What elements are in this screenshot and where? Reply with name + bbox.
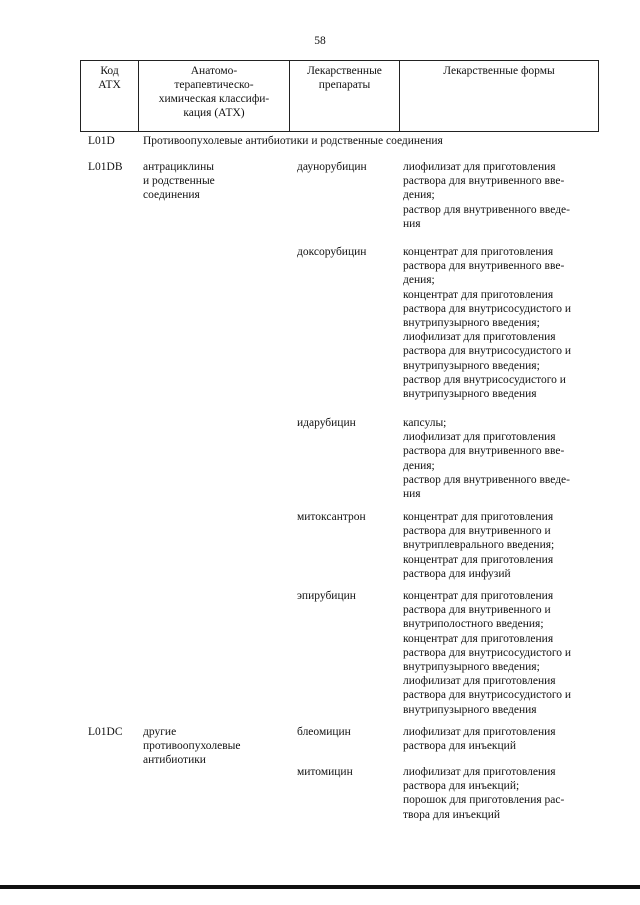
drug-forms: концентрат для приготовления раствора для внутривенного и внутриплеврального введения; концентрат для приготовления раствора для инфузий bbox=[403, 511, 555, 580]
header-table bbox=[80, 60, 599, 132]
header-classification: Анатомо- терапевтическо- химическая классифи- кация (АТХ) bbox=[139, 61, 290, 132]
header-forms: Лекарственные формы bbox=[400, 61, 599, 132]
drug-forms: капсулы; лиофилизат для приготовления раствора для внутривенного вве- дения; раствор для внутривенного введе- ния bbox=[403, 417, 570, 501]
subgroup-name: другие противоопухолевые антибиотики bbox=[143, 726, 241, 767]
page-number: 58 bbox=[314, 35, 326, 47]
group-code: L01D bbox=[88, 135, 115, 147]
header-drugs: Лекарственные препараты bbox=[290, 61, 400, 132]
drug-name: доксорубицин bbox=[297, 246, 367, 258]
drug-forms: лиофилизат для приготовления раствора для внутривенного вве- дения; раствор для внутривенного введе- ния bbox=[403, 161, 570, 230]
drug-name: митоксантрон bbox=[297, 511, 366, 523]
drug-forms: лиофилизат для приготовления раствора для инъекций; порошок для приготовления рас- твора для инъекций bbox=[403, 766, 565, 821]
drug-name: блеомицин bbox=[297, 726, 351, 738]
drug-name: идарубицин bbox=[297, 417, 356, 429]
drug-name: эпирубицин bbox=[297, 590, 356, 602]
drug-forms: лиофилизат для приготовления раствора для инъекций bbox=[403, 726, 556, 753]
drug-forms: концентрат для приготовления раствора для внутривенного вве- дения; концентрат для приготовления раствора для внутрисосудистого и внутрипузырного введения; лиофилизат для приготовления раствора для внутрисосудистого и внутрипузырного введения; раствор для внутрисосудистого и внутрипузырного введения bbox=[403, 246, 572, 401]
group-title: Противоопухолевые антибиотики и родственные соединения bbox=[143, 135, 443, 147]
subgroup-code: L01DC bbox=[88, 726, 123, 738]
subgroup-code: L01DB bbox=[88, 161, 123, 173]
subgroup-name: антрациклины и родственные соединения bbox=[143, 161, 215, 202]
drug-name: митомицин bbox=[297, 766, 353, 778]
drug-forms: концентрат для приготовления раствора для внутривенного и внутриполостного введения; концентрат для приготовления раствора для внутрисосудистого и внутрипузырного введения; лиофилизат для приготовления раствора для внутрисосудистого и внутрипузырного введения bbox=[403, 590, 572, 716]
header-code: Код АТХ bbox=[81, 61, 139, 132]
drug-name: даунорубицин bbox=[297, 161, 367, 173]
bottom-rule bbox=[0, 885, 640, 889]
